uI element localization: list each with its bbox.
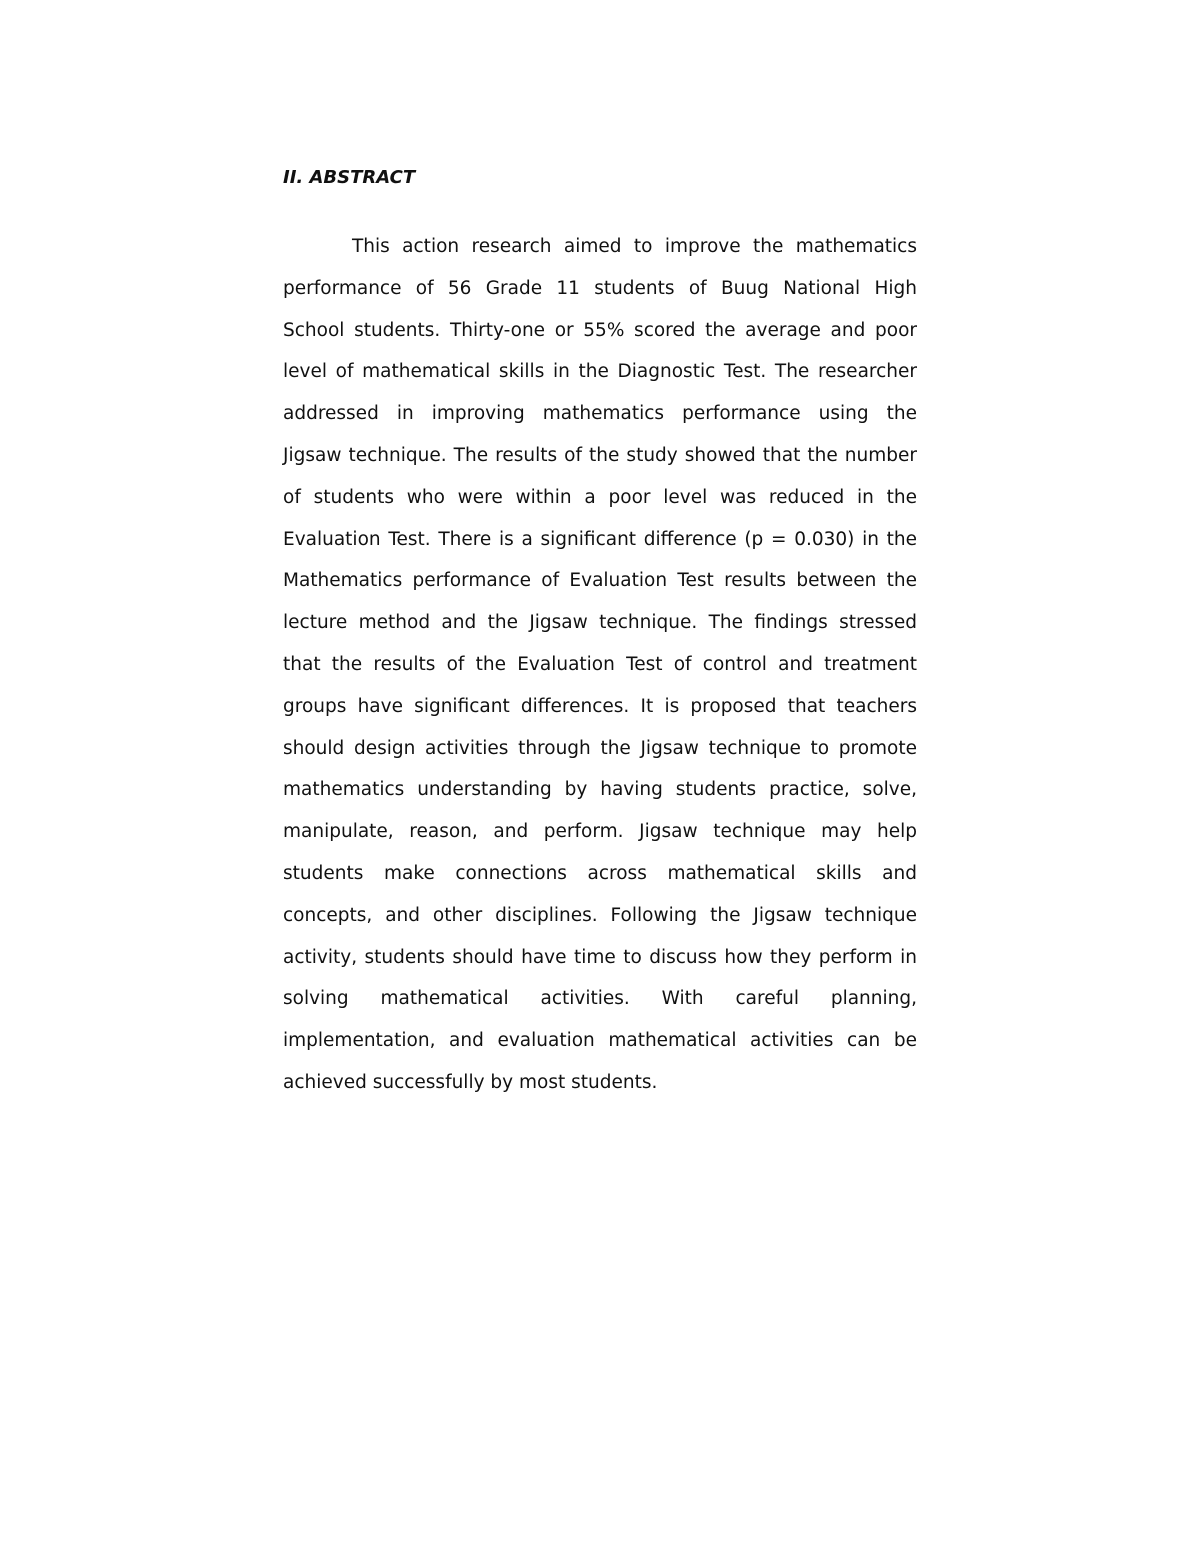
abstract-line: students make connections across mathematical skills and (283, 862, 917, 884)
abstract-line: activity, students should have time to discuss how they perform in (283, 946, 917, 968)
abstract-line: groups have significant differences. It is proposed that teachers (283, 695, 917, 717)
abstract-line: Evaluation Test. There is a significant difference (p = 0.030) in the (283, 528, 917, 550)
abstract-line: School students. Thirty-one or 55% scored the average and poor (283, 319, 917, 341)
abstract-line: achieved successfully by most students. (283, 1071, 658, 1093)
abstract-line: that the results of the Evaluation Test of control and treatment (283, 653, 917, 675)
abstract-line: lecture method and the Jigsaw technique. The findings stressed (283, 612, 917, 634)
abstract-line: Jigsaw technique. The results of the study showed that the number (283, 444, 917, 466)
abstract-line: implementation, and evaluation mathematical activities can be (283, 1030, 917, 1052)
abstract-line: This action research aimed to improve the mathematics (352, 236, 917, 257)
abstract-line: Mathematics performance of Evaluation Test results between the (283, 570, 917, 592)
abstract-line: level of mathematical skills in the Diagnostic Test. The researcher (283, 361, 917, 383)
abstract-line: solving mathematical activities. With careful planning, (283, 988, 917, 1010)
abstract-line: performance of 56 Grade 11 students of Buug National High (283, 277, 917, 299)
abstract-line: addressed in improving mathematics performance using the (283, 403, 917, 425)
section-heading: II. ABSTRACT (283, 167, 416, 188)
abstract-line: should design activities through the Jigsaw technique to promote (283, 737, 917, 759)
abstract-paragraph (283, 226, 917, 1104)
abstract-line: of students who were within a poor level was reduced in the (283, 486, 917, 508)
abstract-line: mathematics understanding by having students practice, solve, (283, 779, 917, 801)
abstract-line: concepts, and other disciplines. Following the Jigsaw technique (283, 904, 917, 926)
abstract-line: manipulate, reason, and perform. Jigsaw technique may help (283, 821, 917, 843)
